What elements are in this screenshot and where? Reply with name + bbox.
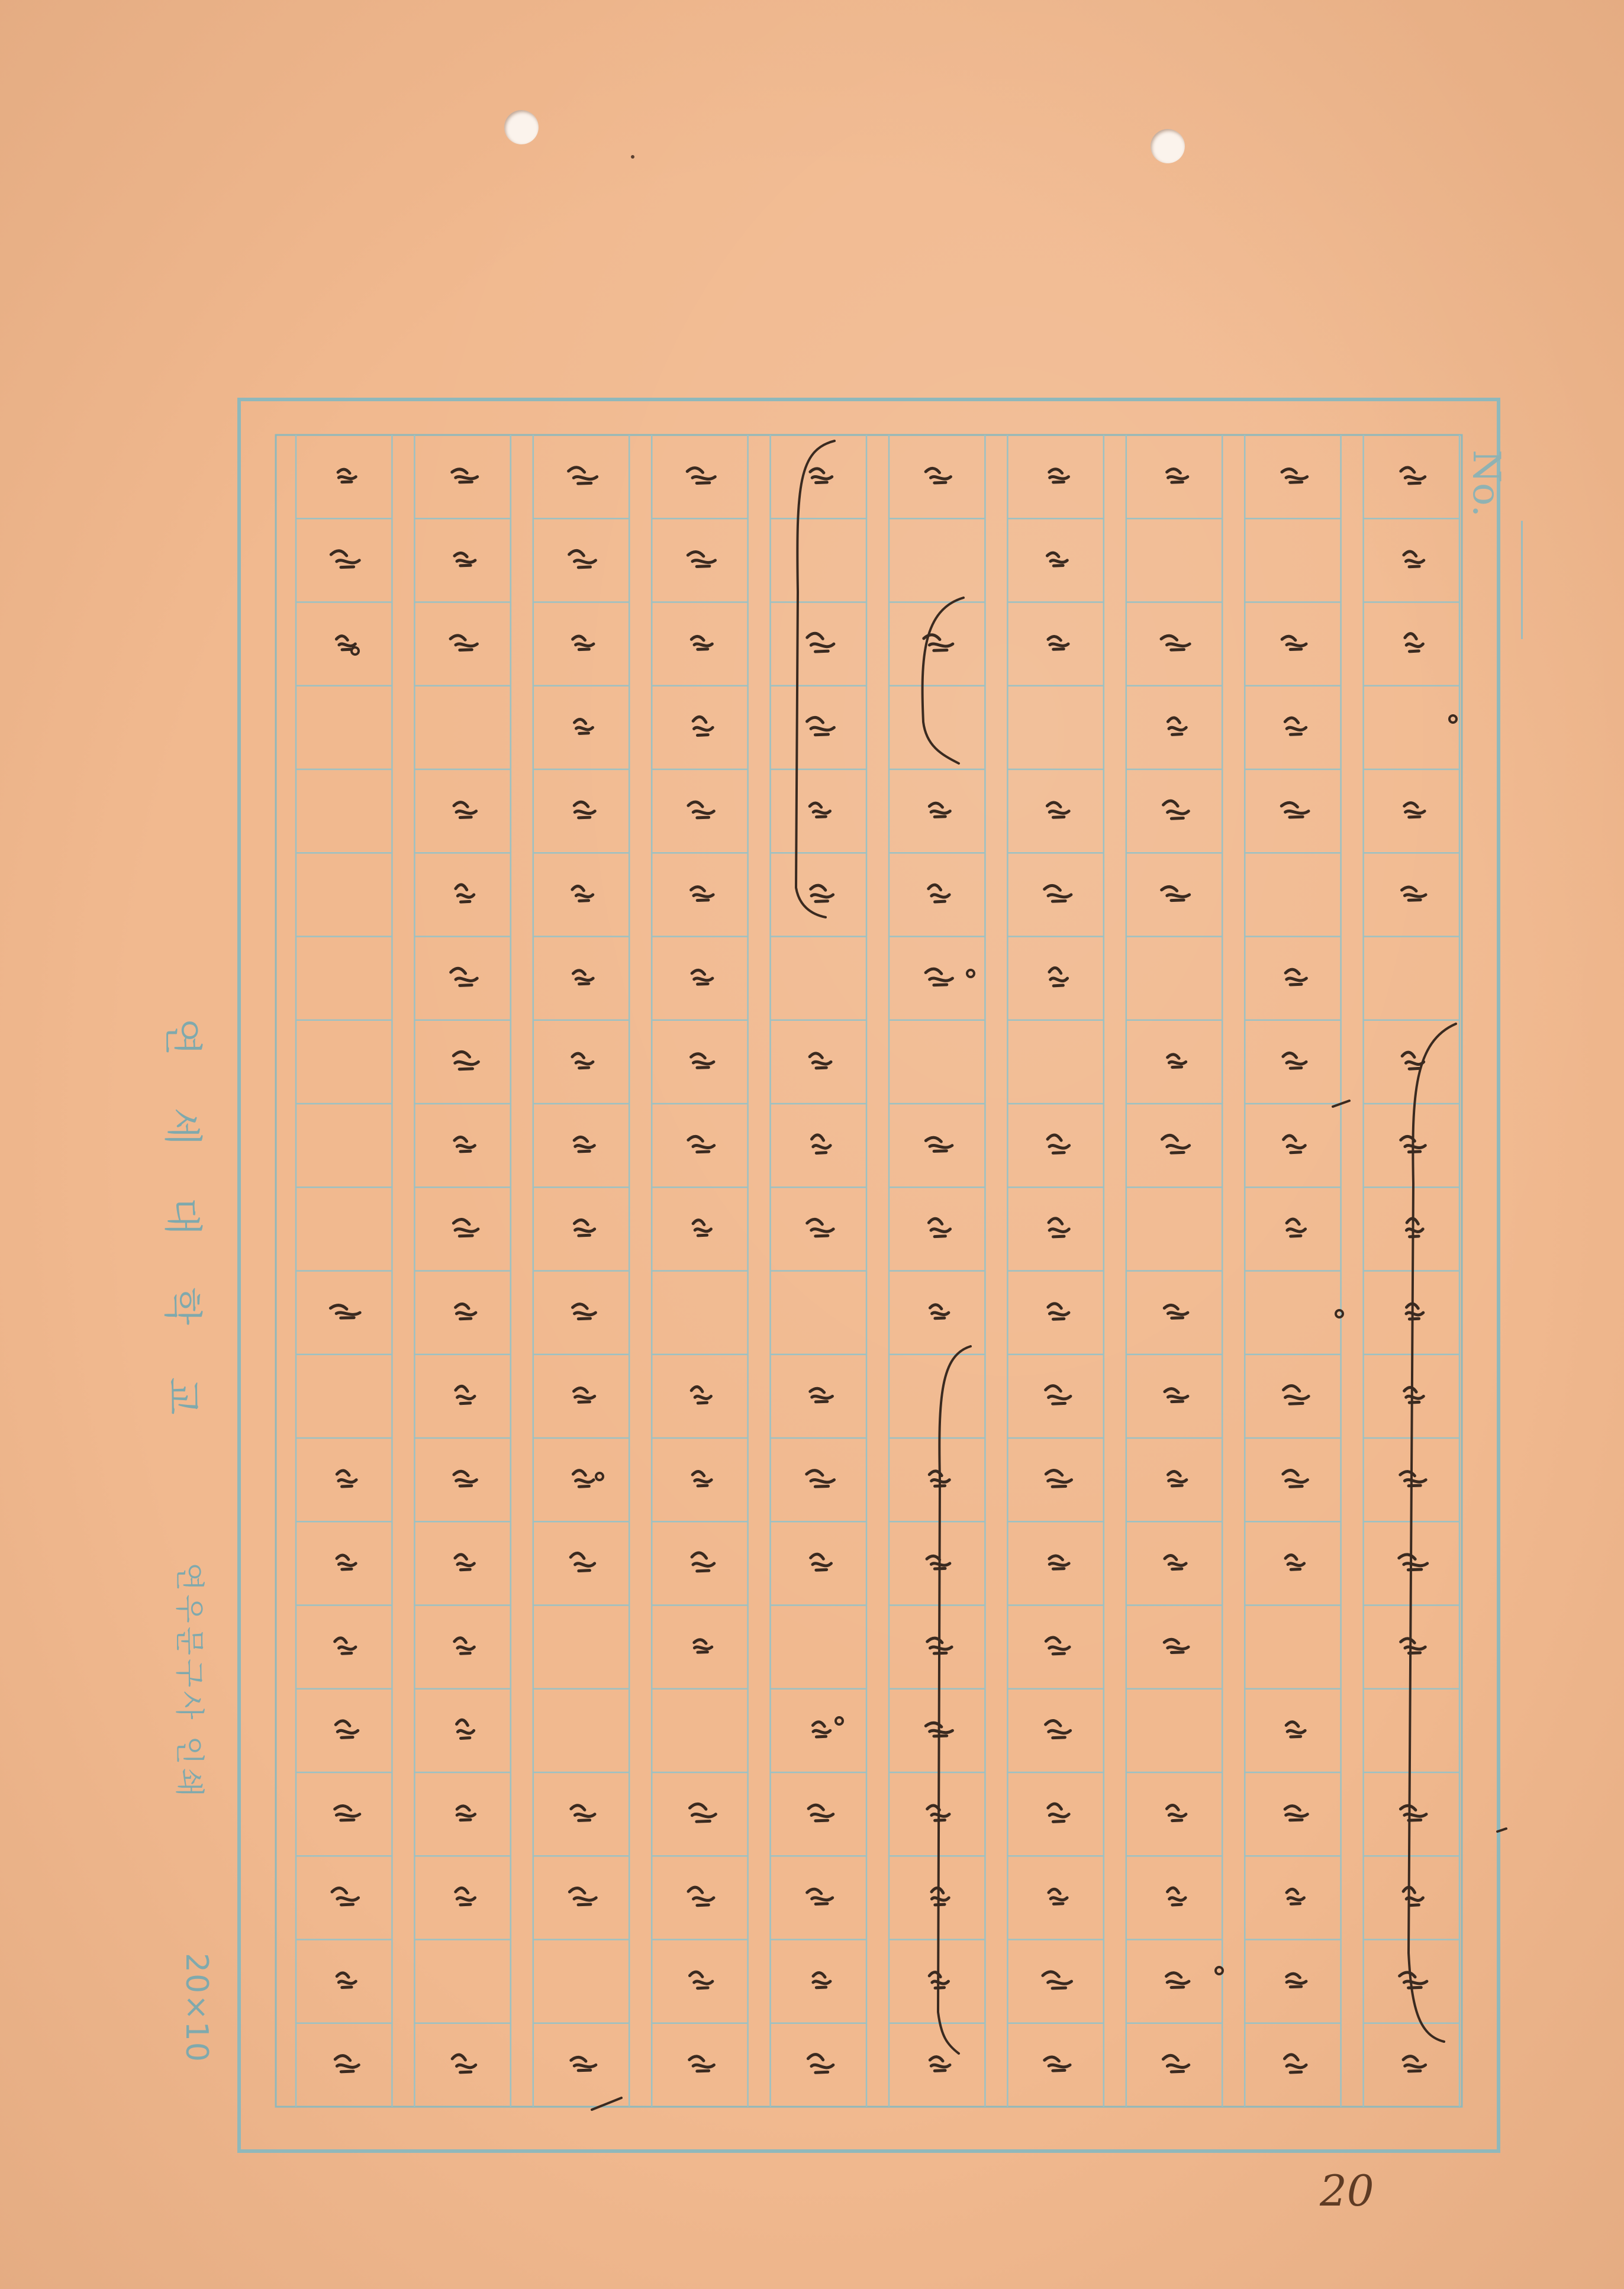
- handwritten-glyph: [807, 717, 834, 734]
- handwritten-glyph: [456, 1888, 475, 1905]
- grid-frame: [239, 399, 1499, 2151]
- handwritten-glyph: [1049, 968, 1068, 986]
- handwritten-glyph: [1162, 1135, 1190, 1153]
- handwritten-glyph: [808, 2055, 833, 2073]
- handwritten-text: [330, 468, 1427, 2072]
- handwritten-glyph: [689, 1804, 716, 1821]
- handwritten-glyph: [574, 1137, 594, 1152]
- handwritten-glyph: [454, 1471, 476, 1486]
- handwritten-glyph: [1404, 1388, 1424, 1403]
- handwritten-glyph: [926, 468, 950, 483]
- handwritten-glyph: [571, 1806, 595, 1821]
- handwritten-glyph: [452, 2055, 476, 2072]
- handwritten-glyph: [688, 1887, 714, 1906]
- imprint-grid-size: 20×10: [179, 1953, 214, 2063]
- handwritten-glyph: [1403, 2056, 1426, 2071]
- handwritten-glyph: [331, 551, 359, 568]
- handwritten-glyph: [1049, 469, 1069, 482]
- handwritten-glyph: [1282, 469, 1307, 482]
- handwritten-glyph: [1287, 1219, 1305, 1236]
- handwritten-glyph: [572, 1053, 593, 1068]
- period-mark: [352, 647, 359, 655]
- handwritten-glyph: [569, 1888, 596, 1904]
- handwritten-glyph: [687, 468, 715, 483]
- handwritten-glyph: [337, 1973, 356, 1988]
- handwritten-glyph: [1406, 1304, 1423, 1319]
- handwritten-glyph: [574, 802, 595, 818]
- handwritten-glyph: [1281, 802, 1309, 817]
- handwritten-glyph: [571, 1553, 595, 1571]
- handwritten-glyph: [1046, 1471, 1071, 1487]
- handwritten-glyph: [1285, 1555, 1304, 1570]
- handwritten-glyph: [1047, 553, 1067, 566]
- handwritten-glyph: [335, 1806, 360, 1820]
- handwritten-glyph: [1401, 1639, 1426, 1653]
- handwritten-glyph: [1287, 1974, 1306, 1987]
- imprint-university: 연세대학교: [160, 1018, 205, 1467]
- handwritten-glyph: [574, 1220, 594, 1236]
- handwritten-glyph: [1401, 468, 1425, 483]
- handwritten-glyph: [455, 1137, 475, 1151]
- handwritten-glyph: [1048, 1135, 1069, 1153]
- period-mark: [1216, 1967, 1223, 1974]
- handwritten-glyph: [1049, 1556, 1069, 1569]
- handwritten-glyph: [693, 717, 713, 735]
- handwritten-glyph: [1164, 801, 1189, 818]
- handwritten-glyph: [1402, 887, 1426, 900]
- handwritten-glyph: [1161, 636, 1190, 650]
- handwritten-glyph: [1285, 1806, 1307, 1820]
- handwritten-glyph: [1284, 1386, 1309, 1404]
- handwritten-glyph: [807, 1471, 834, 1487]
- handwritten-glyph: [694, 1640, 712, 1652]
- handwritten-glyph: [1049, 1218, 1069, 1237]
- period-mark: [596, 1473, 603, 1480]
- handwritten-glyph: [1164, 1305, 1188, 1318]
- handwritten-glyph: [1285, 718, 1306, 734]
- handwritten-glyph: [457, 1720, 474, 1738]
- handwritten-glyph: [810, 1053, 831, 1068]
- handwritten-glyph: [575, 719, 593, 733]
- handwritten-glyph: [927, 1556, 950, 1569]
- handwritten-glyph: [811, 1554, 832, 1570]
- handwritten-glyph: [811, 885, 833, 901]
- handwritten-glyph: [691, 1387, 711, 1403]
- handwritten-glyph: [1046, 1637, 1069, 1654]
- handwritten-glyph: [455, 1555, 474, 1570]
- handwritten-glyph: [932, 1888, 949, 1905]
- handwritten-glyph: [337, 1555, 356, 1569]
- handwritten-glyph: [692, 970, 713, 984]
- handwritten-glyph: [573, 636, 594, 650]
- handwritten-glyph: [335, 1638, 356, 1653]
- handwritten-glyph: [1168, 1888, 1186, 1905]
- handwritten-glyph: [1406, 1218, 1423, 1237]
- handwritten-glyph: [1404, 552, 1424, 567]
- handwritten-glyph: [1167, 469, 1188, 483]
- handwritten-glyph: [810, 1388, 833, 1402]
- handwritten-glyph: [930, 1305, 948, 1318]
- handwritten-glyph: [1046, 1386, 1071, 1404]
- handwritten-glyph: [1284, 1136, 1306, 1153]
- imprint-printer: 연우문구사 인쇄: [172, 1562, 207, 1800]
- handwritten-glyph: [926, 1137, 952, 1151]
- handwritten-glyph: [335, 2056, 359, 2072]
- period-mark: [967, 970, 974, 977]
- handwritten-glyph: [1163, 2055, 1188, 2072]
- handwritten-glyph: [1400, 1972, 1427, 1988]
- handwritten-glyph: [811, 1135, 830, 1153]
- handwritten-glyph: [810, 469, 832, 483]
- handwritten-glyph: [572, 886, 593, 901]
- handwritten-glyph: [691, 636, 712, 649]
- handwritten-glyph: [813, 1722, 830, 1737]
- handwritten-glyph: [1167, 1973, 1189, 1988]
- handwritten-glyph: [810, 803, 830, 817]
- handwritten-glyph: [1164, 1639, 1188, 1652]
- handwritten-glyph: [1286, 1722, 1305, 1737]
- handwritten-glyph: [450, 636, 477, 650]
- handwritten-glyph: [691, 1054, 714, 1068]
- handwritten-glyph: [1165, 1556, 1186, 1569]
- handwritten-glyph: [1282, 636, 1306, 649]
- page-no-label: No.: [1464, 450, 1508, 517]
- handwritten-glyph: [1283, 1471, 1308, 1487]
- handwritten-glyph: [808, 1805, 833, 1821]
- handwritten-page-number: 20: [1320, 2166, 1374, 2216]
- handwritten-glyph: [1285, 969, 1306, 985]
- handwritten-glyph: [688, 802, 714, 818]
- handwritten-glyph: [691, 887, 714, 901]
- handwritten-glyph: [1399, 1555, 1428, 1570]
- edit-bracket: [923, 598, 964, 763]
- handwritten-glyph: [692, 1471, 711, 1485]
- handwritten-glyph: [451, 968, 478, 985]
- handwritten-glyph: [807, 1219, 833, 1236]
- handwritten-glyph: [1048, 637, 1068, 650]
- handwritten-glyph: [1047, 802, 1069, 817]
- grid-cell-lines: [296, 435, 1459, 2107]
- handwritten-glyph: [454, 802, 476, 818]
- handwritten-glyph: [1168, 1055, 1186, 1068]
- handwritten-glyph: [1287, 1889, 1304, 1904]
- handwritten-edit-marks: [352, 441, 1506, 2110]
- handwritten-glyph: [929, 885, 949, 902]
- handwritten-glyph: [455, 553, 475, 565]
- handwritten-glyph: [929, 803, 950, 817]
- handwritten-glyph: [1048, 1804, 1069, 1821]
- handwritten-glyph: [336, 1721, 357, 1737]
- handwritten-glyph: [337, 1471, 356, 1487]
- page-no-line: [1521, 521, 1523, 639]
- handwritten-glyph: [693, 1220, 711, 1236]
- handwritten-glyph: [457, 1806, 475, 1820]
- handwritten-glyph: [1046, 1720, 1071, 1737]
- handwritten-glyph: [1405, 634, 1423, 652]
- handwritten-glyph: [1045, 885, 1071, 901]
- handwritten-glyph: [1049, 1889, 1067, 1904]
- handwritten-glyph: [1283, 1053, 1306, 1068]
- handwritten-glyph: [807, 633, 834, 652]
- handwritten-glyph: [1167, 1805, 1185, 1820]
- handwritten-glyph: [1284, 2055, 1306, 2072]
- handwritten-glyph: [571, 2057, 596, 2070]
- handwritten-glyph: [332, 1888, 359, 1904]
- handwritten-glyph: [573, 1471, 594, 1487]
- handwritten-glyph: [1048, 1304, 1069, 1319]
- edit-tick: [592, 2098, 621, 2110]
- handwritten-glyph: [1162, 886, 1190, 900]
- handwritten-glyph: [456, 1304, 476, 1319]
- handwritten-glyph: [455, 1638, 475, 1654]
- handwritten-glyph: [688, 552, 715, 566]
- handwritten-glyph: [456, 1386, 475, 1403]
- handwritten-glyph: [1045, 2057, 1070, 2071]
- handwritten-glyph: [569, 468, 597, 483]
- handwritten-glyph: [926, 969, 952, 985]
- handwritten-glyph: [1168, 1472, 1186, 1486]
- handwritten-glyph: [338, 469, 356, 482]
- edit-bracket: [1409, 1024, 1456, 2042]
- handwritten-glyph: [929, 1218, 950, 1236]
- period-mark: [1449, 715, 1457, 723]
- edit-bracket: [796, 441, 834, 917]
- handwritten-glyph: [689, 2056, 714, 2071]
- handwritten-glyph: [453, 1052, 478, 1069]
- handwritten-glyph: [1404, 803, 1425, 817]
- handwritten-glyph: [573, 971, 593, 984]
- edit-bracket: [938, 1346, 971, 2053]
- handwritten-glyph: [692, 1553, 714, 1571]
- handwritten-glyph: [574, 1388, 595, 1403]
- handwritten-glyph: [930, 2057, 950, 2071]
- handwritten-glyph: [452, 469, 478, 482]
- handwritten-glyph: [573, 1304, 596, 1319]
- handwritten-glyph: [569, 550, 596, 567]
- period-mark: [1336, 1310, 1343, 1317]
- handwritten-glyph: [1403, 1887, 1423, 1906]
- handwritten-glyph: [456, 885, 474, 902]
- handwritten-glyph: [813, 1973, 830, 1988]
- handwritten-glyph: [1168, 718, 1186, 734]
- handwritten-glyph: [453, 1219, 478, 1236]
- handwritten-glyph: [1400, 1806, 1426, 1820]
- handwritten-glyph: [689, 1972, 712, 1988]
- handwritten-glyph: [1043, 1972, 1072, 1988]
- handwritten-glyph: [1165, 1389, 1188, 1402]
- handwritten-glyph: [688, 1136, 714, 1152]
- period-mark: [836, 1717, 843, 1724]
- handwritten-glyph: [807, 1889, 833, 1904]
- handwritten-glyph: [330, 1305, 360, 1318]
- handwritten-glyph: [1400, 1472, 1426, 1486]
